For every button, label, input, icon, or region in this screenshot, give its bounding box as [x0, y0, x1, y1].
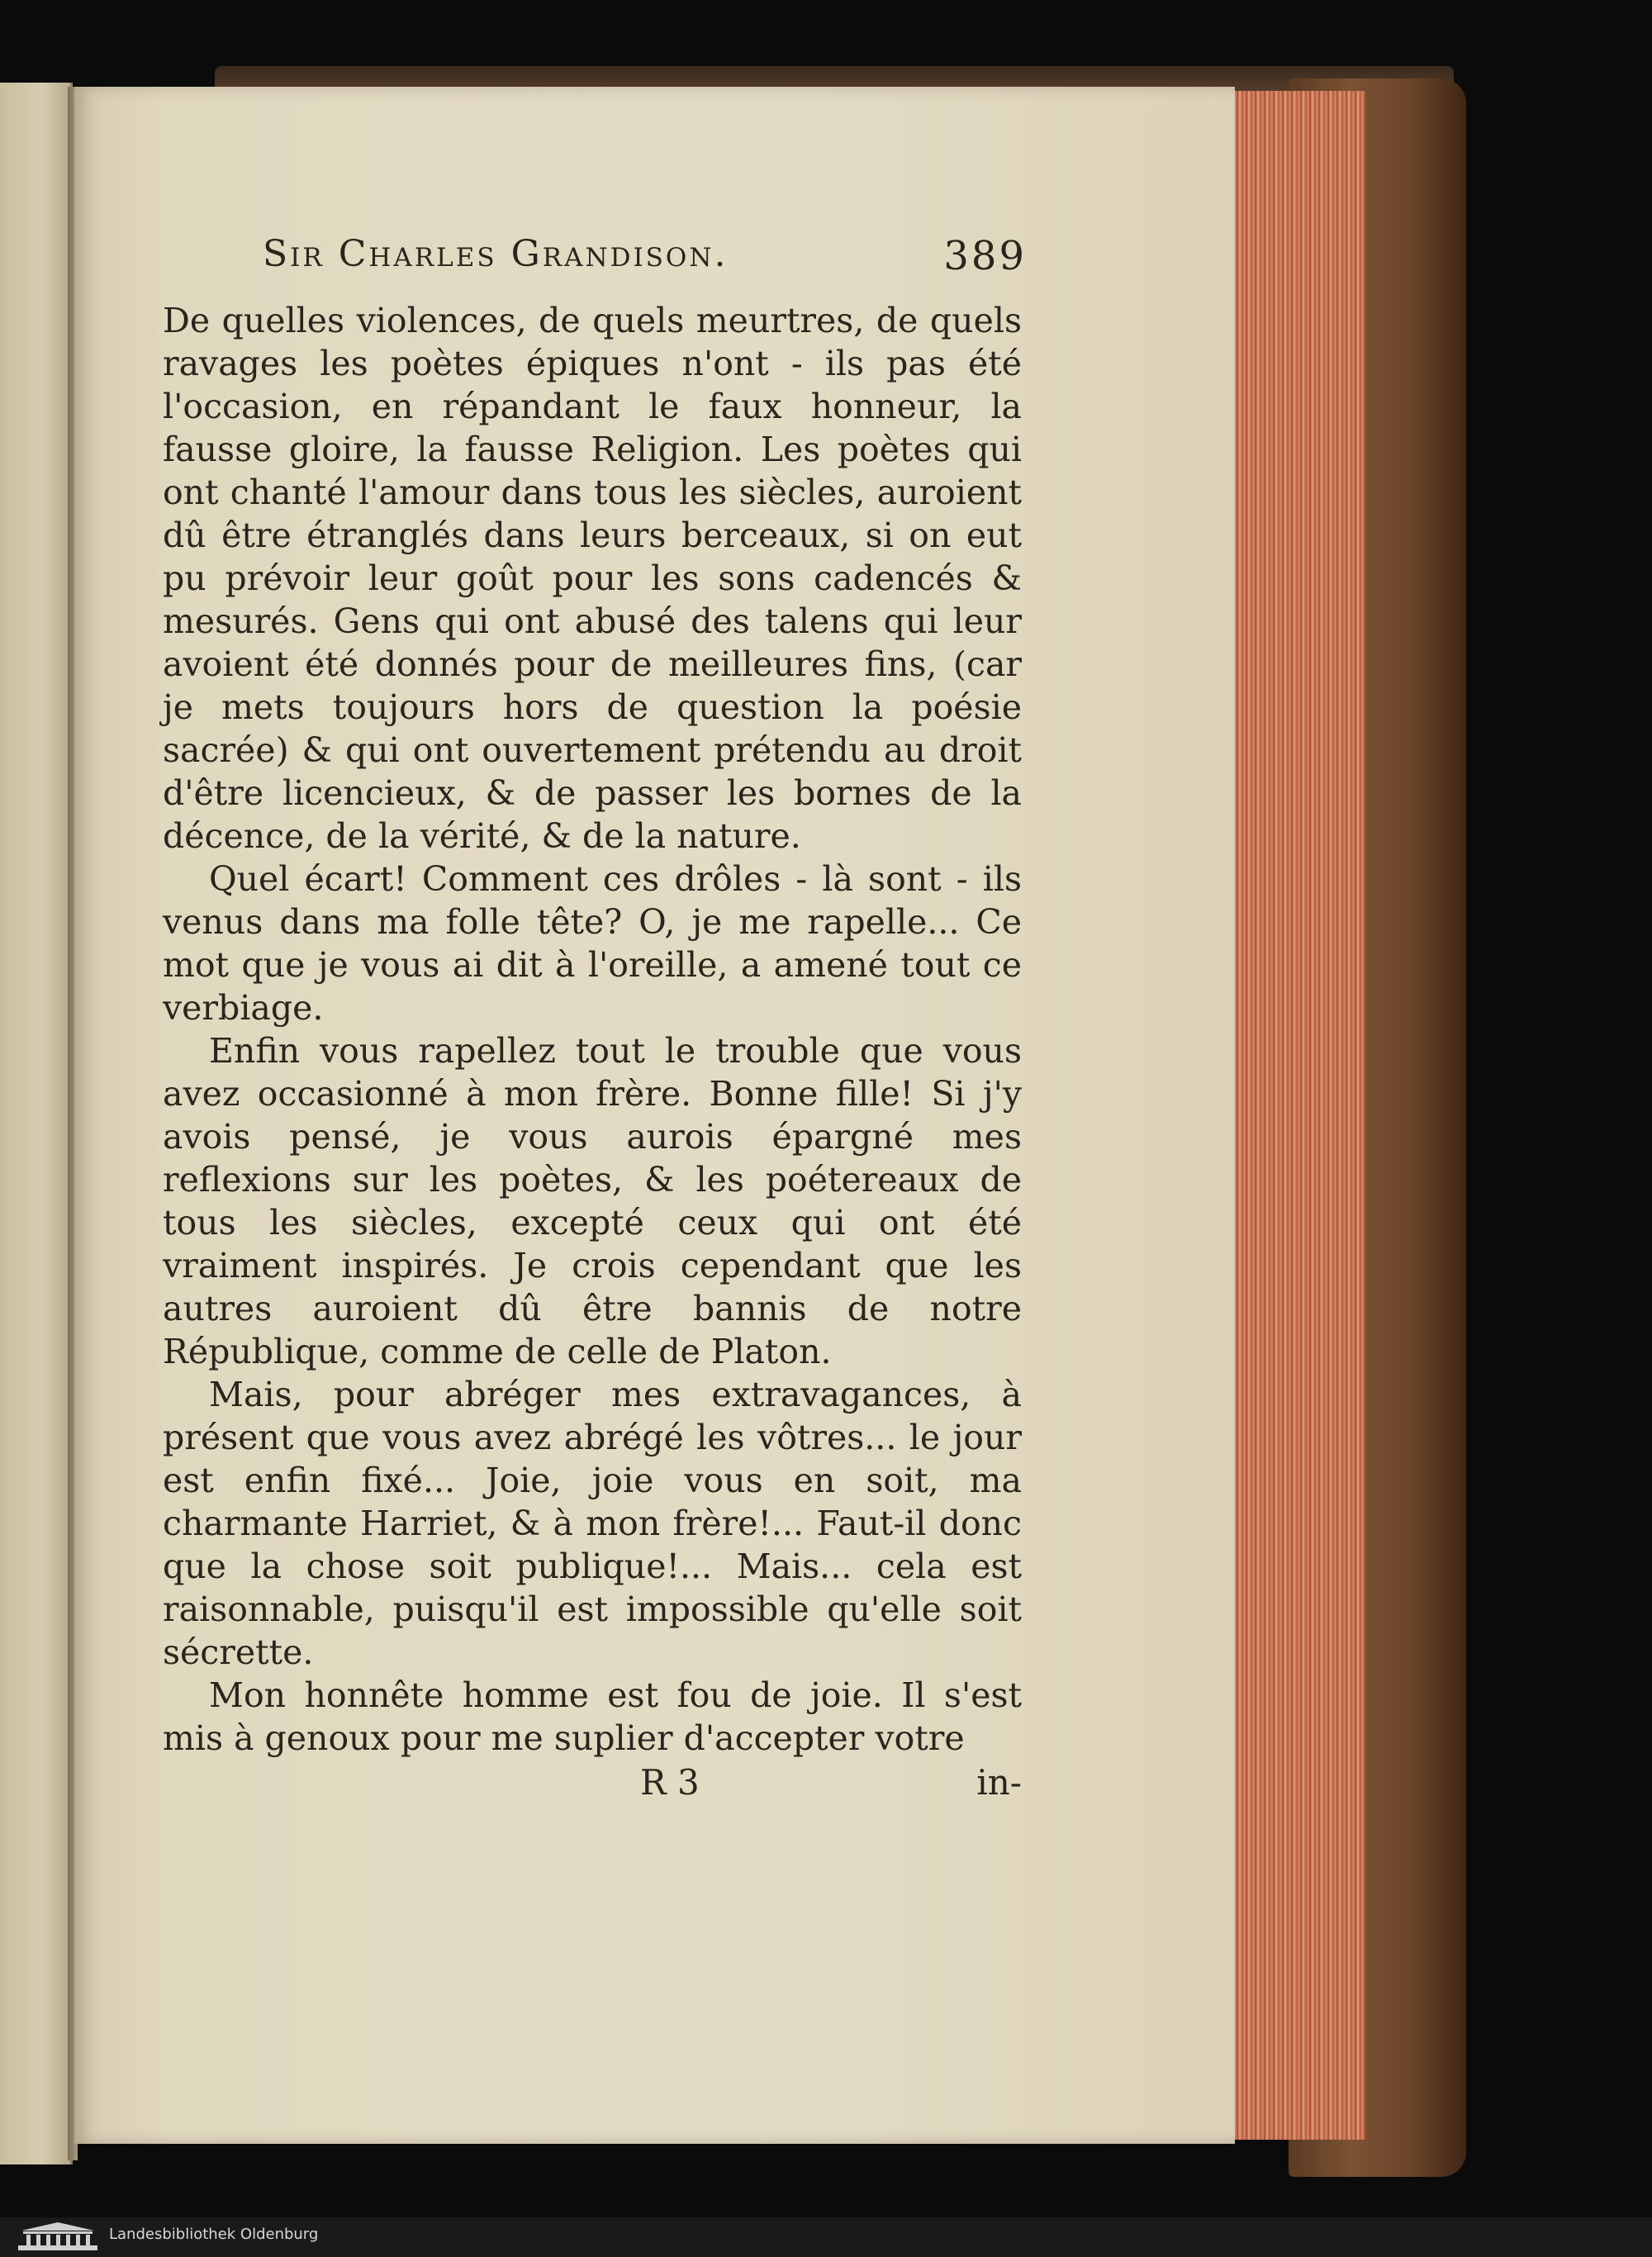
page-number: 389 — [943, 233, 1027, 279]
signature-mark: R 3 — [640, 1762, 700, 1803]
library-building-icon — [17, 2221, 99, 2254]
paragraph-4: Mais, pour abréger mes extravagances, à présent que vous avez abrégé les vôtres... le jour est enfin fixé... Joie, joie vous en soit, ma charmante Harriet, & à mon frère!... Faut-il donc que la chose soit publique!... Mais... cela est raisonnable, puisqu'il est impossible qu'elle soit sécrette. — [163, 1375, 1022, 1672]
paragraph-5: Mon honnête homme est fou de joie. Il s'est mis à genoux pour me suplier d'accepter votre — [163, 1675, 1022, 1758]
page-fore-edge — [1231, 91, 1365, 2140]
paragraph-2: Quel écart! Comment ces drôles - là sont - ils venus dans ma folle tête? O, je me rapelle... Ce mot que je vous ai dit à l'oreille, a amené tout ce verbiage. — [163, 859, 1022, 1028]
page-footer-line — [163, 1762, 1022, 1812]
running-title: Sir Charles Grandison. — [263, 233, 729, 275]
running-header — [263, 233, 1027, 291]
body-text — [163, 299, 1022, 1760]
paragraph-3: Enfin vous rapellez tout le trouble que vous avez occasionné à mon frère. Bonne fille! Si j'y avois pensé, je vous aurois épargné mes reflexions sur les poètes, & les poétereaux de tous les siècles, excepté ceux qui ont été vraiment inspirés. Je crois cependant que les autres auroient dû être bannis de notre République, comme de celle de Platon. — [163, 1031, 1022, 1371]
previous-page-sliver — [0, 83, 73, 2164]
paragraph-1: De quelles violences, de quels meurtres, de quels ravages les poètes épiques n'ont - ils pas été l'occasion, en répandant le faux honneur, la fausse gloire, la fausse Religion. Les poètes qui ont chanté l'amour dans tous les siècles, auroient dû être étranglés dans leurs berceaux, si on eut pu prévoir leur goût pour les sons cadencés & mesurés. Gens qui ont abusé des talens qui leur avoient été donnés pour de meilleures fins, (car je mets toujours hors de question la poésie sacrée) & qui ont ouvertement prétendu au droit d'être licencieux, & de passer les bornes de la décence, de la vérité, & de la nature. — [163, 301, 1022, 856]
library-name: Landesbibliothek Oldenburg — [109, 2226, 319, 2243]
catchword: in- — [976, 1762, 1022, 1803]
